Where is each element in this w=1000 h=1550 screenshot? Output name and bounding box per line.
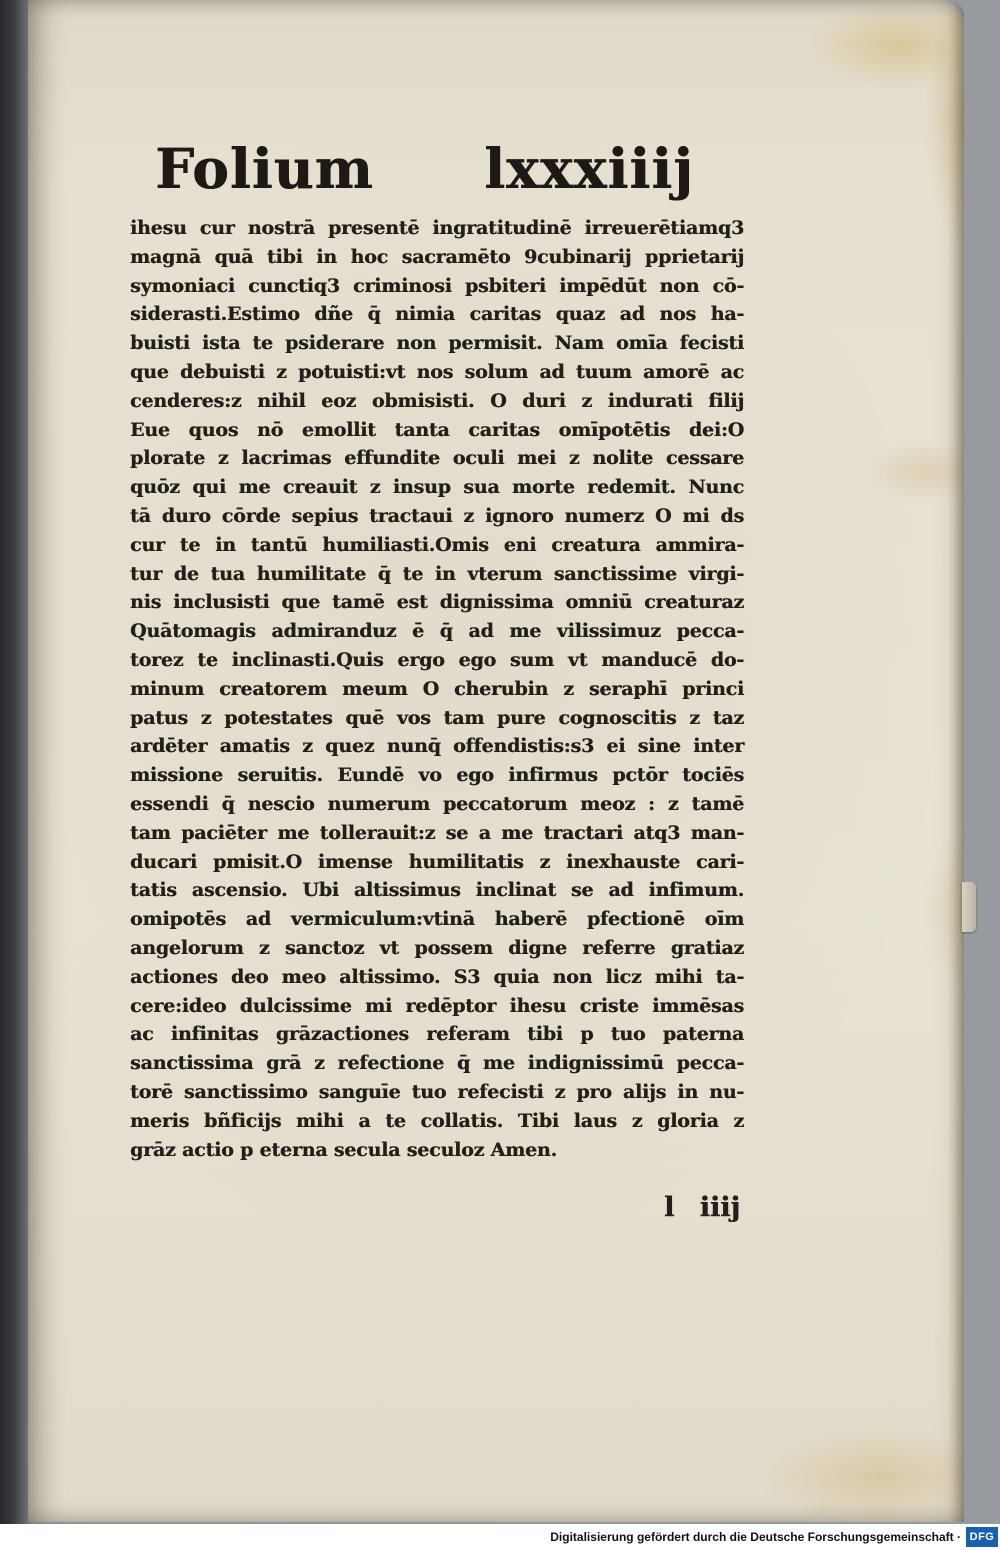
text-line: ardēter amatis z quez nunq̄ offendistis:s3 ei sine inter	[130, 735, 744, 758]
text-line: Eue quos nō emollit tanta caritas omīpotētis dei:O	[130, 418, 744, 441]
text-line: torē sanctissimo sanguīe tuo refecisti z pro alijs in nu-	[130, 1080, 744, 1103]
digitization-credit-bar	[0, 1524, 1000, 1550]
text-line: tatis ascensio. Ubi altissimus inclinat se ad infimum.	[130, 879, 744, 902]
folio-header-title: Folium	[155, 136, 374, 201]
text-line: symoniaci cunctiq3 criminosi psbiteri impēdūt non cō-	[130, 274, 744, 297]
text-block	[130, 214, 744, 1164]
text-line: siderasti.Estimo dñe q̄ nimia caritas quaz ad nos ha-	[130, 303, 744, 326]
manuscript-page	[28, 0, 964, 1522]
text-line: patus z potestates quē vos tam pure cognoscitis z taz	[130, 706, 744, 729]
text-line: omipotēs ad vermiculum:vtinā haberē pfectionē oīm	[130, 908, 744, 931]
text-line: magnā quā tibi in hoc sacramēto 9cubinarij pprietarij	[130, 245, 744, 268]
text-line: Quātomagis admiranduz ē q̄ ad me vilissimuz pecca-	[130, 620, 744, 643]
text-line: angelorum z sanctoz vt possem digne referre gratiaz	[130, 936, 744, 959]
text-line: missione seruitis. Eundē vo ego infirmus pctōr tociēs	[130, 764, 744, 787]
text-line: quōz qui me creauit z insup sua morte redemit. Nunc	[130, 476, 744, 499]
text-line: grāz actio p eterna secula seculoz Amen.	[130, 1138, 557, 1161]
text-line: cur te in tantū humiliasti.Omis eni creatura ammira-	[130, 533, 744, 556]
text-line: sanctissima grā z refectione q̄ me indignissimū pecca-	[130, 1052, 744, 1075]
text-line: essendi q̄ nescio numerum peccatorum meoz : z tamē	[130, 792, 744, 815]
text-line: ac infinitas grāzactiones referam tibi p tuo paterna	[130, 1023, 744, 1046]
text-line: tā duro cōrde sepius tractaui z ignoro numerz O mi ds	[130, 504, 744, 527]
text-line: meris bñficijs mihi a te collatis. Tibi laus z gloria z	[130, 1109, 744, 1132]
text-line: ihesu cur nostrā presentē ingratitudinē irreuerētiamq3	[130, 217, 744, 239]
text-line: nis inclusisti que tamē est dignissima omniū creaturaz	[130, 591, 744, 614]
text-line: torez te inclinasti.Quis ergo ego sum vt manducē do-	[130, 648, 744, 671]
page-edge-tab	[962, 882, 976, 932]
text-line: que debuisti z potuisti:vt nos solum ad tuum amorē ac	[130, 360, 744, 383]
text-line: minum creatorem meum O cherubin z seraphī princi	[130, 677, 744, 700]
text-line: plorate z lacrimas effundite oculi mei z nolite cessare	[130, 447, 744, 470]
folio-number: lxxxiiij	[484, 136, 694, 201]
quire-signature: l iiij	[664, 1192, 741, 1223]
text-line: tam paciēter me tollerauit:z se a me tractari atq3 man-	[130, 821, 744, 844]
dfg-logo: DFG	[966, 1527, 998, 1547]
folio-header	[130, 138, 744, 200]
text-line: actiones deo meo altissimo. S3 quia non licz mihi ta-	[130, 965, 744, 988]
text-line: cenderes:z nihil eoz obmisisti. O duri z indurati filij	[130, 389, 744, 412]
text-line: tur de tua humilitate q̄ te in vterum sanctissime virgi-	[130, 562, 744, 585]
text-line: buisti ista te psiderare non permisit. Nam omīa fecisti	[130, 332, 744, 355]
fore-edge	[948, 0, 964, 1522]
text-line: cere:ideo dulcissime mi redēptor ihesu criste immēsas	[130, 994, 744, 1017]
text-line: ducari pmisit.O imense humilitatis z inexhauste cari-	[130, 850, 744, 873]
credit-text: Digitalisierung gefördert durch die Deutsche Forschungsgemeinschaft ·	[550, 1530, 961, 1544]
